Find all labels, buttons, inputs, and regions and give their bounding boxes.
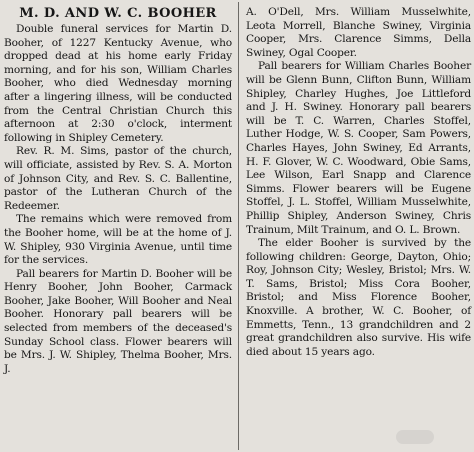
print-smudge xyxy=(396,430,434,444)
column-rule xyxy=(238,2,239,450)
left-column xyxy=(4,6,232,376)
paragraph-officiants: Rev. R. M. Sims, pastor of the church, will officiate, assisted by Rev. S. A. Morton of Johnson City, and Rev. S. C. Ballentine, pastor of the Lutheran Church of the Redeemer. xyxy=(4,145,232,212)
right-column xyxy=(246,6,471,359)
paragraph-survivors: The elder Booher is survived by the following children: George, Dayton, Ohio; Roy, Johnson City; Wesley, Bristol; Mrs. W. T. Sams, Bristol; Miss Cora Booher, Bristol; and Miss Florence Booher, Knoxville. A brother, W. C. Booher, of Emmetts, Tenn., 13 grandchildren and 2 great grandchildren also survive. His wife died about 15 years ago. xyxy=(246,237,471,358)
paragraph-flower-bearers-continued: A. O'Dell, Mrs. William Musselwhite, Leota Morrell, Blanche Swiney, Virginia Cooper, Mrs. Clarence Simms, Della Swiney, Ogal Cooper. xyxy=(246,6,471,59)
paragraph-remains: The remains which were removed from the Booher home, will be at the home of J. W. Shipley, 930 Virginia Avenue, until time for the services. xyxy=(4,213,232,267)
paragraph-pall-bearers-william: Pall bearers for William Charles Booher will be Glenn Bunn, Clifton Bunn, William Shipley, Charley Hughes, Joe Littleford and J. H. Swiney. Honorary pall bearers will be T. C. Warren, Charles Stoffel, Luther Hodge, W. S. Cooper, Sam Powers, Charles Hayes, John Swiney, Ed Arrants, H. F. Glover, W. C. Woodward, Obie Sams, Lee Wilson, Earl Snapp and Clarence Simms. Flower bearers will be Eugene Stoffel, J. L. Stoffel, William Musselwhite, Phillip Shipley, Anderson Swiney, Chris Trainum, Milt Trainum, and O. L. Brown. xyxy=(246,60,471,236)
article-headline: M. D. AND W. C. BOOHER xyxy=(19,6,217,21)
paragraph-pall-bearers-martin: Pall bearers for Martin D. Booher will be Henry Booher, John Booher, Carmack Booher, Jake Booher, Will Booher and Neal Booher. Honorary pall bearers will be selected from members of the deceased's Sunday School class. Flower bearers will be Mrs. J. W. Shipley, Thelma Booher, Mrs. J. xyxy=(4,267,232,375)
paragraph-funeral-services: Double funeral services for Martin D. Booher, of 1227 Kentucky Avenue, who dropped dead at his home early Friday morning, and for his son, William Charles Booher, who died Wednesday morning after a lingering illness, will be conducted from the Central Christian Church this afternoon at 2:30 o'clock, interment following in Shipley Cemetery. xyxy=(4,23,232,144)
